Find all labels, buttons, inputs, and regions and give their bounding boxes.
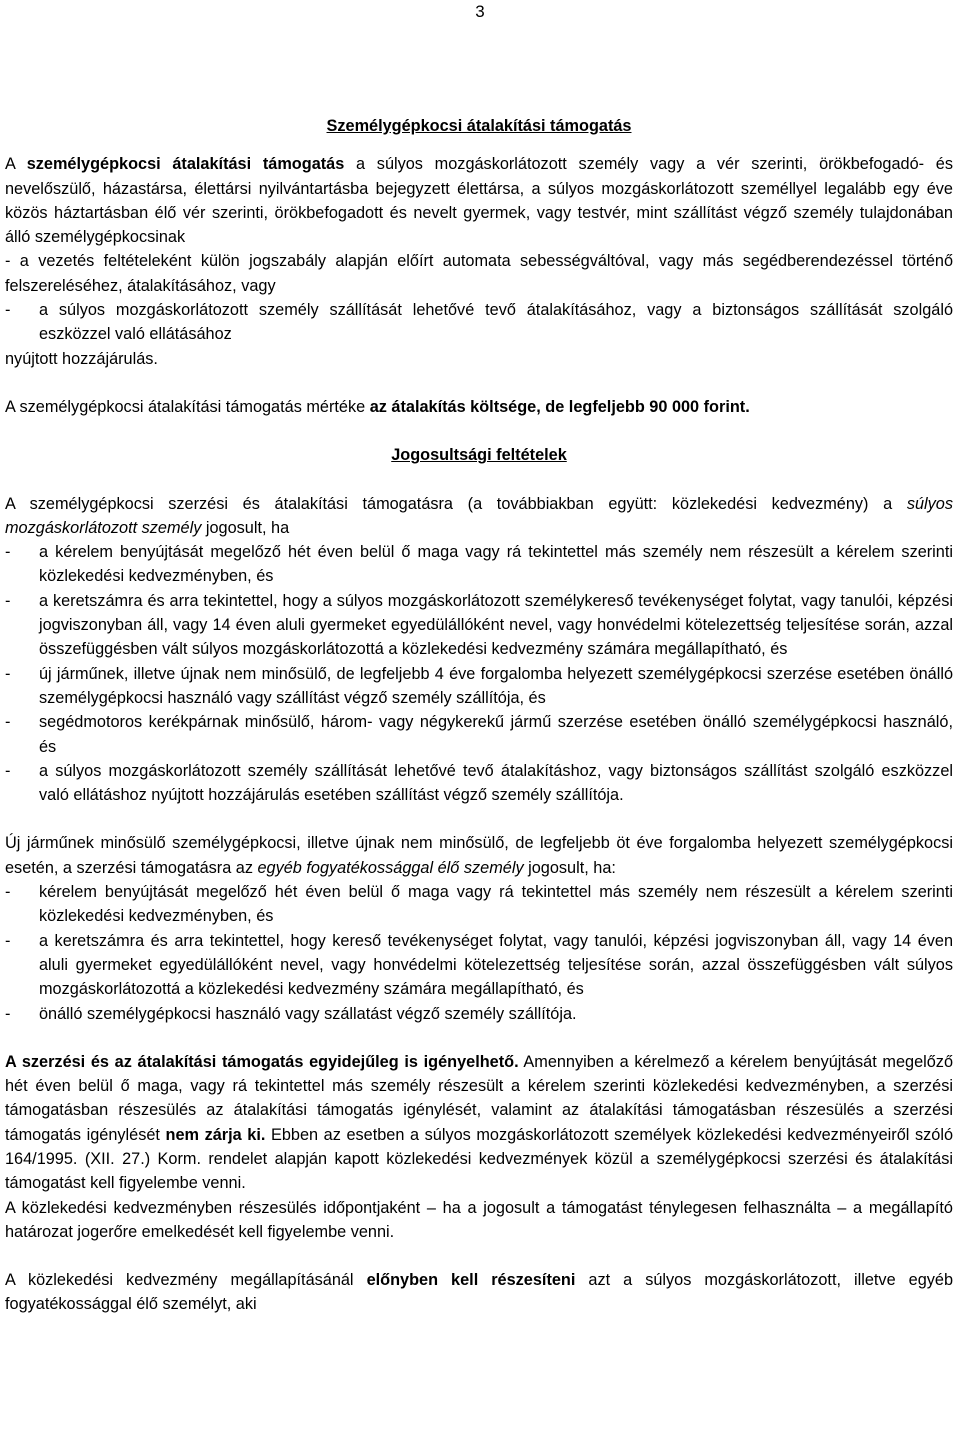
conversion-item-transport: - a súlyos mozgáskorlátozott személy szállítását lehetővé tevő átalakításához, vagy a biztonságos szállítását szolgáló eszközzel való ellátásához [5,301,953,344]
conversion-support-definition: A személygépkocsi átalakítási támogatás a súlyos mozgáskorlátozott személy vagy a vér szerinti, örökbefogadó- és nevelőszülő, házastársa, élettársi nyilvántartásba bejegyzett élettársa, a súlyos mozgáskorlátozott személlyel legalább egy éve közös háztartásban élő vér szerinti, örökbefogadott és nevelt gyermek, vagy testvér, mint szállítást végző személy tulajdonában álló személygépkocsinak [5,155,953,247]
section-title-conversion-support: Személygépkocsi átalakítási támogatás [326,117,632,135]
document-body [5,114,953,1317]
conversion-closing: nyújtott hozzájárulás. [5,349,158,368]
eligibility-item: - segédmotoros kerékpárnak minősülő, három- vagy négykerekű jármű szerzése esetében önálló személygépkocsi használó, és [5,713,953,756]
other-disability-item: - önálló személygépkocsi használó vagy szállatást végző személy szállítója. [5,1004,577,1023]
conversion-amount: A személygépkocsi átalakítási támogatás mértéke az átalakítás költsége, de legfeljebb 90 000 forint. [5,397,750,416]
other-disability-intro: Új járműnek minősülő személygépkocsi, illetve újnak nem minősülő, de legfeljebb öt éve forgalomba helyezett személygépkocsi esetén, a szerzési támogatásra az egyéb fogyatékossággal élő személy jogosult, ha: [5,834,953,877]
eligibility-item: - a súlyos mozgáskorlátozott személy szállítását lehetővé tevő átalakításhoz, vagy biztonságos szállítást szolgáló eszközzel való ellátáshoz nyújtott hozzájárulás esetében szállítást végző személy szállítója. [5,761,953,805]
page-number: 3 [475,2,485,21]
conversion-item-transmission: - a vezetés feltételeként külön jogszabály alapján előírt automata sebességváltóval, vagy más segédberendezéssel történő felszereléséhez, átalakításához, vagy [5,252,953,295]
other-disability-item: - a keretszámra és arra tekintettel, hogy kereső tevékenységet folytat, vagy tanulói, képzési jogviszonyban áll, vagy 14 éven aluli gyermeket egyedülállóként nevel, vagy honvédelmi kötelezettség teljesítése során, azzal összefüggésben vált súlyos mozgáskorlátozottá a közlekedési kedvezmény számára megállapítható, és [5,931,953,999]
other-disability-item: - kérelem benyújtását megelőző hét éven belül ő maga vagy rá tekintettel más személy nem részesült a kérelem szerinti közlekedési kedvezményben, és [5,883,953,926]
benefit-date-paragraph: A közlekedési kedvezményben részesülés időpontjaként – ha a jogosult a támogatást ténylegesen felhasználta – a megállapító határozat jogerőre emelkedését kell figyelembe venni. [5,1198,953,1241]
priority-paragraph: A közlekedési kedvezmény megállapításánál előnyben kell részesíteni azt a súlyos mozgáskorlátozott, illetve egyéb fogyatékossággal élő személyt, aki [5,1271,953,1314]
eligibility-item: - a kérelem benyújtását megelőző hét éven belül ő maga vagy rá tekintettel más személy nem részesült a kérelem szerinti közlekedési kedvezményben, és [5,543,953,586]
eligibility-item: - új járműnek, illetve újnak nem minősülő, de legfeljebb 4 éve forgalomba helyezett személygépkocsi szerzése esetében önálló személygépkocsi használó vagy szállítást végző személy szállítója, és [5,664,953,707]
eligibility-intro: A személygépkocsi szerzési és átalakítási támogatásra (a továbbiakban együtt: közlekedési kedvezmény) a súlyos mozgáskorlátozott személy jogosult, ha [5,494,953,537]
eligibility-item: - a keretszámra és arra tekintettel, hogy a súlyos mozgáskorlátozott személykereső tevékenységet folytat, vagy tanulói, képzési jogviszonyban áll, vagy 14 éven aluli gyermeket egyedülállóként nevel, vagy honvédelmi kötelezettség teljesítése során, azzal összefüggésben vált súlyos mozgáskorlátozottá a közlekedési kedvezmény számára megállapítható, és [5,591,953,659]
simultaneous-claim-paragraph: A szerzési és az átalakítási támogatás egyidejűleg is igényelhető. Amennyiben a kérelmező a kérelem benyújtását megelőző hét éven belül ő maga, vagy rá tekintettel más személy részesült a kérelem szerinti közlekedési kedvezményben, a szerzési támogatásban részesülés az átalakítási támogatás igénylését, valamint az átalakítási támogatásban részesülés a szerzési támogatás igénylését nem zárja ki. Ebben az esetben a súlyos mozgáskorlátozott személyek közlekedési kedvezményeiről szóló 164/1995. (XII. 27.) Korm. rendelet alapján kapott közlekedési kedvezmények közül a személygépkocsi szerzési és átalakítási támogatást kell figyelembe venni. [5,1052,953,1193]
section-title-eligibility: Jogosultsági feltételek [391,446,567,465]
